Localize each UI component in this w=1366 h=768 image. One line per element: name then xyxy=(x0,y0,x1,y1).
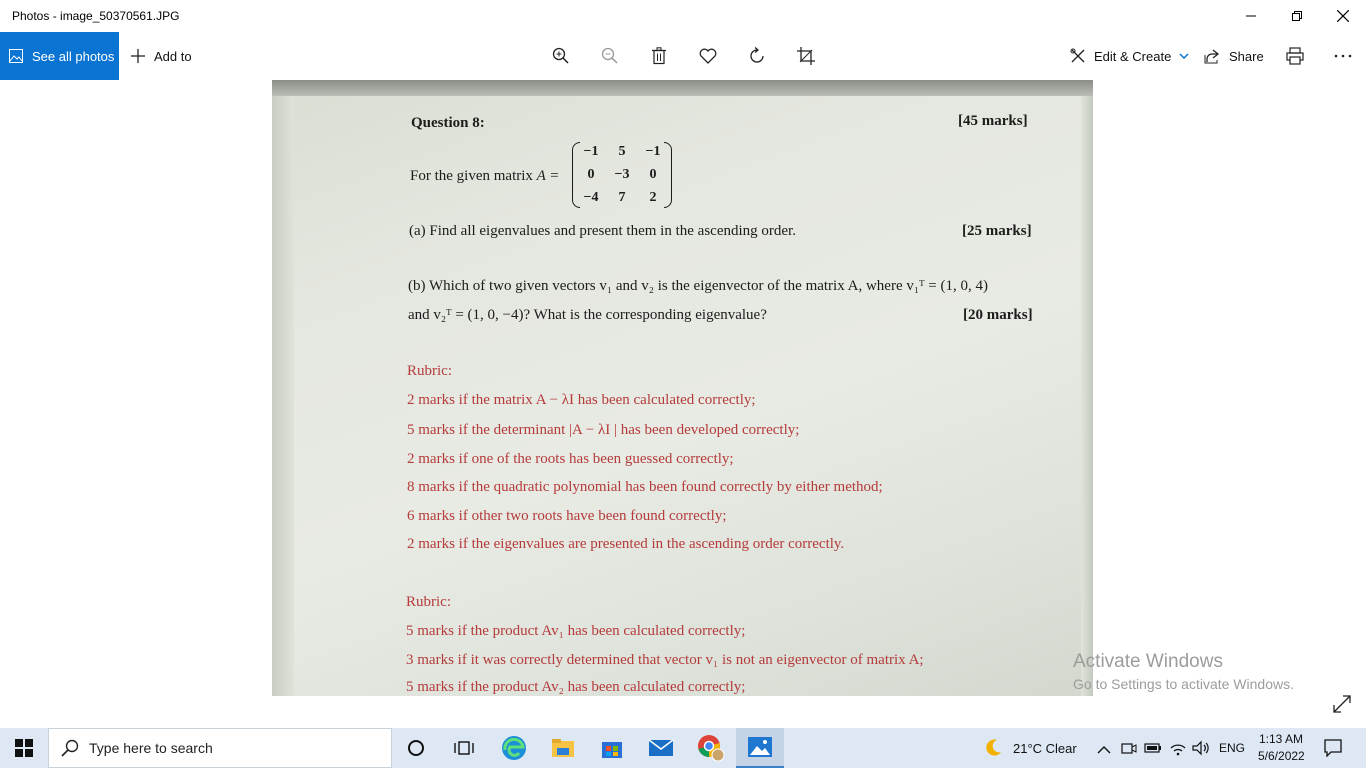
edge-icon xyxy=(501,735,527,761)
crop-button[interactable] xyxy=(794,44,818,68)
share-icon xyxy=(1204,48,1220,64)
plus-icon xyxy=(130,48,146,64)
matrix-a xyxy=(572,142,672,208)
printer-icon xyxy=(1286,47,1304,65)
matrix-intro xyxy=(410,168,559,185)
meet-now-icon[interactable] xyxy=(1121,740,1137,761)
favorite-button[interactable] xyxy=(696,44,720,68)
part-b-question-line1: (b) Which of two given vectors v₁ and v₂ is the eigenvector of the matrix A, where v₁ᵀ = (1, 0, 4) xyxy=(408,278,988,294)
store-icon xyxy=(601,737,623,759)
more-icon xyxy=(1334,54,1352,58)
close-button[interactable] xyxy=(1320,0,1366,32)
see-all-photos-button[interactable] xyxy=(0,32,119,80)
photos-app-icon xyxy=(748,737,772,757)
edit-create-label: Edit & Create xyxy=(1094,48,1172,64)
trash-icon xyxy=(651,47,667,65)
see-all-photos-label: See all photos xyxy=(32,48,115,64)
title-bar xyxy=(0,0,1366,32)
taskbar-file-explorer[interactable] xyxy=(539,728,587,768)
chevron-up-icon xyxy=(1097,745,1111,755)
matrix-symbol: A = xyxy=(536,168,560,184)
delete-button[interactable] xyxy=(647,44,671,68)
rotate-button[interactable] xyxy=(745,44,769,68)
taskbar-store[interactable] xyxy=(588,728,636,768)
volume-icon[interactable] xyxy=(1192,740,1210,761)
rubric-1-item: 6 marks if other two roots have been found correctly; xyxy=(407,508,727,524)
task-view-button[interactable] xyxy=(440,728,488,768)
cortana-circle-icon xyxy=(407,739,425,757)
zoom-out-button[interactable] xyxy=(598,44,622,68)
rubric-2-title: Rubric: xyxy=(406,594,451,610)
wifi-icon[interactable] xyxy=(1169,740,1187,761)
cortana-button[interactable] xyxy=(392,728,440,768)
rubric-1-item: 2 marks if one of the roots has been guessed correctly; xyxy=(407,451,734,467)
activate-windows-title: Activate Windows xyxy=(1073,651,1223,672)
restore-button[interactable] xyxy=(1274,0,1320,32)
taskbar-edge[interactable] xyxy=(490,728,538,768)
question-title: Question 8: xyxy=(411,115,485,131)
matrix-cell: 5 xyxy=(618,144,626,159)
rubric-1-item: 5 marks if the determinant |A − λI | has been developed correctly; xyxy=(407,422,800,438)
minimize-button[interactable] xyxy=(1228,0,1274,32)
folder-icon xyxy=(551,738,575,758)
search-icon xyxy=(61,739,79,757)
matrix-cell: 0 xyxy=(649,167,657,182)
matrix-cell: −4 xyxy=(583,190,599,205)
start-button[interactable] xyxy=(0,728,48,768)
show-hidden-icons-button[interactable] xyxy=(1097,742,1111,760)
matrix-cell: −1 xyxy=(583,144,599,159)
rubric-2-item: 5 marks if the product Av₁ has been calculated correctly; xyxy=(406,623,746,639)
matrix-cell: −3 xyxy=(614,167,630,182)
windows-logo-icon xyxy=(15,739,33,757)
fullscreen-button[interactable] xyxy=(1331,693,1353,715)
photo-right-edge xyxy=(1081,96,1093,696)
part-b-marks: [20 marks] xyxy=(963,307,1033,323)
rubric-1-item: 2 marks if the eigenvalues are presented in the ascending order correctly. xyxy=(407,536,845,552)
matrix-cell: 2 xyxy=(649,190,657,205)
crop-icon xyxy=(797,47,815,65)
photo-viewer-image xyxy=(272,80,1093,696)
notification-icon xyxy=(1324,739,1342,757)
taskbar-chrome[interactable] xyxy=(687,728,735,768)
clock-date[interactable]: 5/6/2022 xyxy=(1258,749,1305,763)
weather-text[interactable]: 21°C Clear xyxy=(1013,741,1077,756)
rotate-icon xyxy=(748,47,766,65)
taskbar xyxy=(0,728,1366,768)
edit-create-icon xyxy=(1070,48,1086,64)
taskbar-mail[interactable] xyxy=(637,728,685,768)
rubric-2-item: 5 marks if the product Av₂ has been calculated correctly; xyxy=(406,679,746,695)
heart-icon xyxy=(699,48,717,64)
close-icon xyxy=(1337,10,1349,22)
question-marks: [45 marks] xyxy=(958,113,1028,129)
photos-icon xyxy=(9,49,23,63)
app-toolbar xyxy=(0,32,1366,80)
zoom-out-icon xyxy=(601,47,619,65)
zoom-in-icon xyxy=(552,47,570,65)
add-to-button[interactable] xyxy=(130,32,192,80)
part-a-marks: [25 marks] xyxy=(962,223,1032,239)
expand-icon xyxy=(1331,693,1353,715)
matrix-cell: 0 xyxy=(587,167,595,182)
clock-time[interactable]: 1:13 AM xyxy=(1259,732,1304,746)
rubric-1-title: Rubric: xyxy=(407,363,452,379)
matrix-cell: 7 xyxy=(618,190,626,205)
photo-left-edge xyxy=(272,96,294,696)
chevron-down-icon xyxy=(1179,53,1189,59)
taskbar-search-box[interactable] xyxy=(48,728,392,768)
matrix-intro-text: For the given matrix xyxy=(410,168,533,184)
weather-icon[interactable] xyxy=(983,738,1003,763)
activate-windows-subtitle: Go to Settings to activate Windows. xyxy=(1073,676,1294,692)
zoom-in-button[interactable] xyxy=(549,44,573,68)
notifications-button[interactable] xyxy=(1324,739,1342,762)
edit-create-button[interactable] xyxy=(1070,32,1189,80)
battery-icon[interactable] xyxy=(1144,741,1162,760)
rubric-1-item: 8 marks if the quadratic polynomial has been found correctly by either method; xyxy=(407,479,883,495)
search-placeholder: Type here to search xyxy=(89,740,213,756)
part-a-question: (a) Find all eigenvalues and present them in the ascending order. xyxy=(409,223,796,239)
rubric-1-item: 2 marks if the matrix A − λI has been calculated correctly; xyxy=(407,392,756,408)
taskbar-photos[interactable] xyxy=(736,728,784,768)
photo-top-edge xyxy=(272,80,1093,96)
rubric-2-item: 3 marks if it was correctly determined that vector v₁ is not an eigenvector of matrix A; xyxy=(406,652,924,668)
share-button[interactable] xyxy=(1204,32,1264,80)
more-options-button[interactable] xyxy=(1331,44,1355,68)
print-button[interactable] xyxy=(1283,44,1307,68)
chrome-icon xyxy=(697,734,725,762)
add-to-label: Add to xyxy=(154,48,192,64)
share-label: Share xyxy=(1229,48,1264,64)
matrix-cell: −1 xyxy=(645,144,661,159)
minimize-icon xyxy=(1246,11,1256,21)
mail-icon xyxy=(648,738,674,758)
task-view-icon xyxy=(454,739,474,757)
restore-icon xyxy=(1292,11,1302,21)
window-title: Photos - image_50370561.JPG xyxy=(12,9,180,23)
input-language[interactable]: ENG xyxy=(1219,741,1246,755)
part-b-question-line2: and v₂ᵀ = (1, 0, −4)? What is the corresponding eigenvalue? xyxy=(408,307,767,323)
